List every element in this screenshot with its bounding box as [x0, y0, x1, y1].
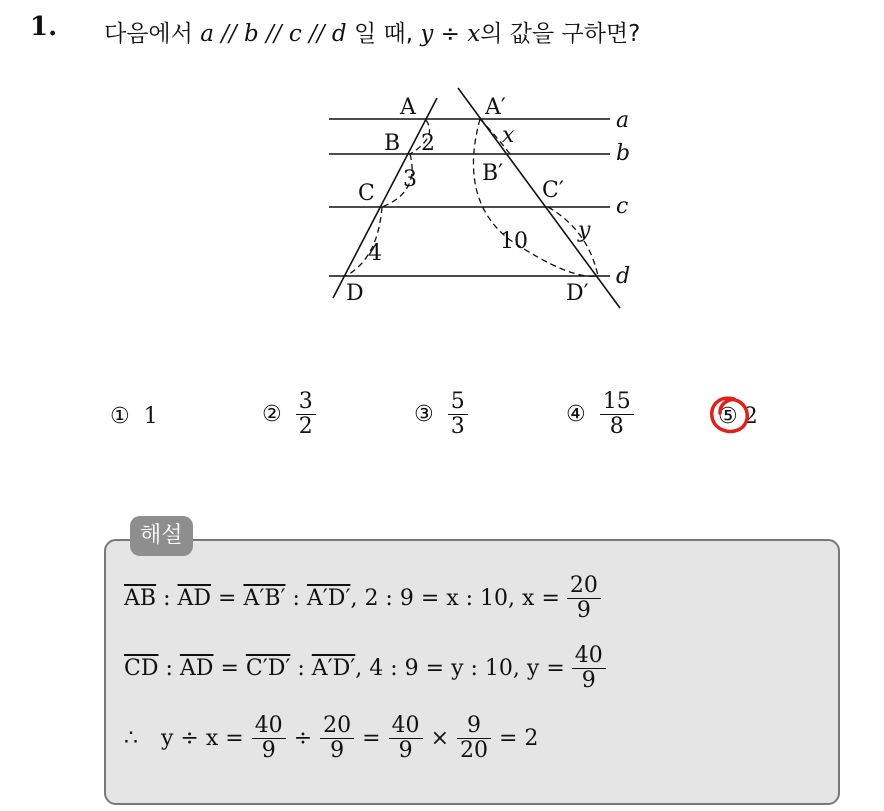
choice-fraction: $\frac{5}{3}$ — [448, 390, 468, 439]
svg-text:A′: A′ — [485, 95, 506, 120]
choice-mark: ② — [262, 402, 282, 428]
solution-line-2: $\overline{CD}$ : $\overline{AD}$ = C′D′ : A′D′ , 4 : 9 = y : 10, y = $\frac{40}{9}$ — [124, 644, 606, 693]
svg-text:b: b — [616, 141, 631, 166]
svg-text:C′: C′ — [542, 178, 564, 203]
svg-text:C: C — [358, 181, 375, 206]
svg-text:3: 3 — [403, 167, 417, 192]
solution-line-1: $\overline{AB}$ : $\overline{AD}$ = A′B′ : A′D′ , 2 : 9 = x : 10, x = $\frac{20}{9}$ — [124, 574, 601, 623]
question-number: 1. — [30, 12, 58, 42]
svg-text:B′: B′ — [482, 161, 504, 186]
choice-2[interactable] — [262, 390, 316, 439]
choice-mark: ④ — [566, 402, 586, 428]
svg-text:D: D — [346, 281, 364, 306]
choice-4[interactable] — [566, 390, 634, 439]
choice-fraction: $\frac{3}{2}$ — [296, 390, 316, 439]
solution-line-3: ∴ y ÷ x = $\frac{40}{9}$ ÷ $\frac{20}{9}$ = $\frac{40}{9}$ × $\frac{9}{20}$ = 2 — [124, 713, 539, 764]
svg-text:x: x — [502, 123, 515, 148]
svg-text:A: A — [400, 95, 416, 120]
svg-text:4: 4 — [368, 241, 382, 266]
choice-value: 1 — [143, 404, 158, 429]
svg-text:10: 10 — [500, 229, 528, 254]
choice-1[interactable] — [110, 404, 158, 429]
choice-value: 2 — [743, 404, 758, 429]
solution-tab: 해설 — [130, 516, 193, 556]
selected-answer-circle-icon — [706, 393, 754, 437]
svg-text:d: d — [616, 264, 631, 289]
choice-fraction: $\frac{15}{8}$ — [600, 390, 634, 439]
choice-mark: ① — [110, 404, 130, 429]
svg-text:D′: D′ — [566, 281, 589, 306]
choice-3[interactable] — [414, 390, 468, 439]
choice-mark: ⑤ — [718, 404, 738, 429]
svg-text:y: y — [578, 218, 591, 243]
svg-text:2: 2 — [421, 131, 435, 156]
transversal-left — [333, 98, 437, 298]
svg-text:c: c — [616, 194, 629, 219]
svg-text:a: a — [616, 108, 630, 133]
question-text: 다음에서 a // b // c // d 일 때, y ÷ x의 값을 구하면? — [104, 21, 641, 47]
svg-text:B: B — [384, 131, 401, 156]
parallel-lines-figure — [320, 80, 640, 320]
choice-mark: ③ — [414, 402, 434, 428]
